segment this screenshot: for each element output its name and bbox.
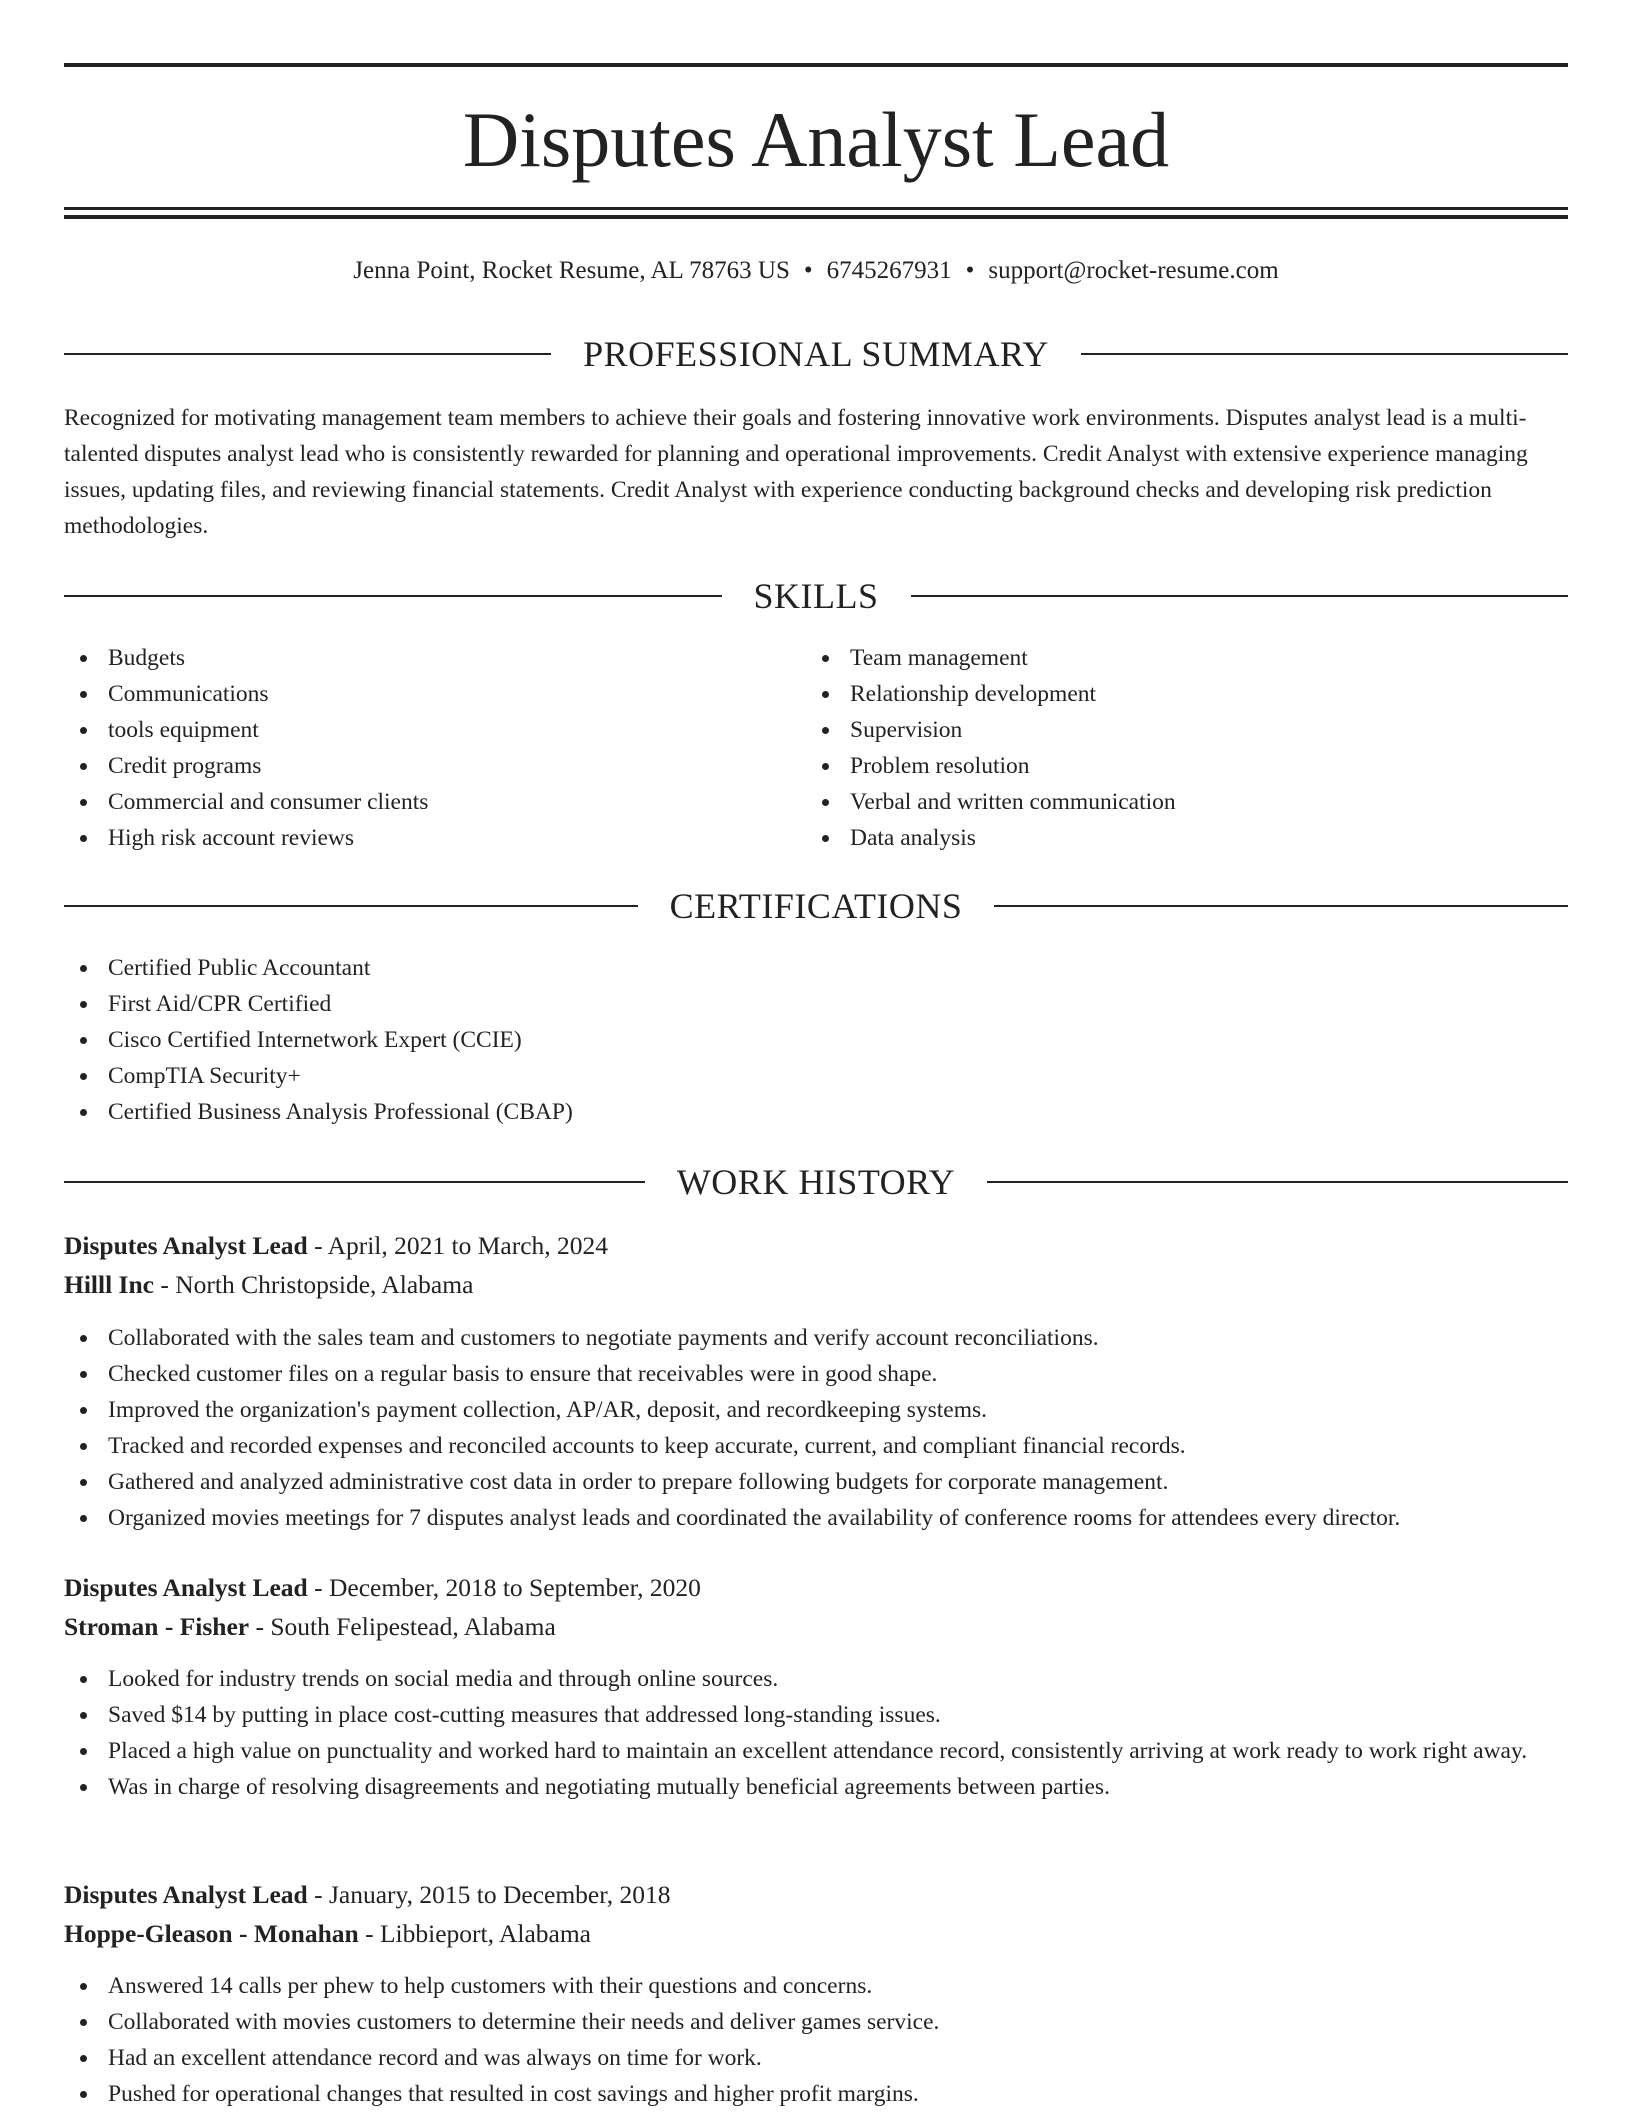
section-rule-left — [64, 353, 551, 355]
job-bullet-item: Collaborated with movies customers to determine their needs and deliver games service. — [64, 2004, 1568, 2040]
job-location: - North Christopside, Alabama — [153, 1270, 474, 1299]
skill-item: Communications — [64, 676, 764, 712]
job-bullet-item: Placed a high value on punctuality and worked hard to maintain an excellent attendance record, consistently arriving at work ready to work right away. — [64, 1733, 1568, 1769]
skills-list-left — [64, 640, 764, 856]
professional-summary-text: Recognized for motivating management team members to achieve their goals and fostering innovative work environments. Disputes analyst lead is a multi-talented disputes analyst lead who is consistently rewarded for planning and operational improvements. Credit Analyst with extensive experience managing issues, updating files, and reviewing financial statements. Credit Analyst with experience conducting background checks and developing risk prediction methodologies. — [64, 405, 1528, 539]
skill-item: Budgets — [64, 640, 764, 676]
job-bullet-item: Checked customer files on a regular basis to ensure that receivables were in good shape. — [64, 1356, 1568, 1392]
job-bullet-item: Answered 14 calls per phew to help customers with their questions and concerns. — [64, 1968, 1568, 2004]
section-title-skills: SKILLS — [753, 576, 879, 616]
resume-name-title: Disputes Analyst Lead — [462, 96, 1170, 183]
certification-item: Certified Business Analysis Professional (CBAP) — [64, 1094, 1064, 1130]
section-header-summary — [64, 334, 1568, 374]
job-bullet-item: Looked for industry trends on social media and through online sources. — [64, 1661, 1568, 1697]
job-bullet-item: Was in charge of resolving disagreements and negotiating mutually beneficial agreements between parties. — [64, 1769, 1568, 1805]
section-title-work-history: WORK HISTORY — [676, 1162, 956, 1202]
section-header-skills — [64, 576, 1568, 616]
skill-item: tools equipment — [64, 712, 764, 748]
skill-item: Commercial and consumer clients — [64, 784, 764, 820]
section-rule-right — [911, 595, 1569, 597]
skills-list-right — [806, 640, 1506, 856]
section-rule-left — [64, 905, 638, 907]
section-rule-left — [64, 595, 722, 597]
skill-item: Data analysis — [806, 820, 1506, 856]
job-bullet-item: Pushed for operational changes that resulted in cost savings and higher profit margins. — [64, 2076, 1568, 2112]
job-title: Disputes Analyst Lead — [64, 1573, 308, 1602]
skill-item: High risk account reviews — [64, 820, 764, 856]
job-bullets — [64, 1320, 1568, 1536]
job-bullet-item: Had an excellent attendance record and was always on time for work. — [64, 2040, 1568, 2076]
job-company-line — [64, 1266, 1568, 1304]
section-rule-right — [987, 1181, 1568, 1183]
certification-item: CompTIA Security+ — [64, 1058, 1064, 1094]
job-title-line — [64, 1227, 1568, 1265]
job-company-line — [64, 1608, 1568, 1646]
header-double-rule-lower — [64, 215, 1568, 219]
job-title-line — [64, 1569, 1568, 1607]
contact-separator: • — [965, 257, 975, 284]
section-header-certifications — [64, 886, 1568, 926]
contact-email[interactable]: support@rocket-resume.com — [988, 257, 1279, 284]
section-rule-right — [994, 905, 1568, 907]
job-title: Disputes Analyst Lead — [64, 1880, 308, 1909]
job-location: - South Felipestead, Alabama — [249, 1612, 556, 1641]
job-bullet-item: Collaborated with the sales team and customers to negotiate payments and verify account reconciliations. — [64, 1320, 1568, 1356]
header-top-rule — [64, 63, 1568, 67]
certifications-list — [64, 950, 1064, 1130]
section-rule-left — [64, 1181, 645, 1183]
skill-item: Supervision — [806, 712, 1506, 748]
skill-item: Credit programs — [64, 748, 764, 784]
skill-item: Verbal and written communication — [806, 784, 1506, 820]
job-bullet-item: Saved $14 by putting in place cost-cutting measures that addressed long-standing issues. — [64, 1697, 1568, 1733]
job-location: - Libbieport, Alabama — [358, 1919, 591, 1948]
certification-item: First Aid/CPR Certified — [64, 986, 1064, 1022]
header-double-rule-upper — [64, 207, 1568, 210]
job-company-line — [64, 1915, 1568, 1953]
contact-address: Jenna Point, Rocket Resume, AL 78763 US — [353, 257, 790, 284]
certification-item: Certified Public Accountant — [64, 950, 1064, 986]
section-title-certifications: CERTIFICATIONS — [669, 886, 963, 926]
skill-item: Team management — [806, 640, 1506, 676]
job-bullet-item: Organized movies meetings for 7 disputes analyst leads and coordinated the availability of conference rooms for attendees every director. — [64, 1500, 1568, 1536]
job-company: Hilll Inc — [64, 1270, 154, 1299]
contact-phone: 6745267931 — [826, 257, 952, 284]
job-dates: - April, 2021 to March, 2024 — [307, 1231, 609, 1260]
job-dates: - January, 2015 to December, 2018 — [307, 1880, 671, 1909]
job-bullet-item: Tracked and recorded expenses and reconciled accounts to keep accurate, current, and compliant financial records. — [64, 1428, 1568, 1464]
job-bullet-item: Gathered and analyzed administrative cost data in order to prepare following budgets for corporate management. — [64, 1464, 1568, 1500]
job-title-line — [64, 1876, 1568, 1914]
section-rule-right — [1081, 353, 1568, 355]
job-company: Stroman - Fisher — [64, 1612, 250, 1641]
section-title-summary: PROFESSIONAL SUMMARY — [583, 334, 1049, 374]
job-bullets — [64, 1968, 1568, 2112]
certification-item: Cisco Certified Internetwork Expert (CCIE) — [64, 1022, 1064, 1058]
skill-item: Problem resolution — [806, 748, 1506, 784]
job-title: Disputes Analyst Lead — [64, 1231, 308, 1260]
skill-item: Relationship development — [806, 676, 1506, 712]
section-header-work-history — [64, 1162, 1568, 1202]
contact-separator: • — [803, 257, 813, 284]
job-company: Hoppe-Gleason - Monahan — [64, 1919, 359, 1948]
job-dates: - December, 2018 to September, 2020 — [307, 1573, 701, 1602]
job-bullet-item: Improved the organization's payment collection, AP/AR, deposit, and recordkeeping systems. — [64, 1392, 1568, 1428]
job-bullets — [64, 1661, 1568, 1805]
contact-line — [64, 254, 1568, 288]
